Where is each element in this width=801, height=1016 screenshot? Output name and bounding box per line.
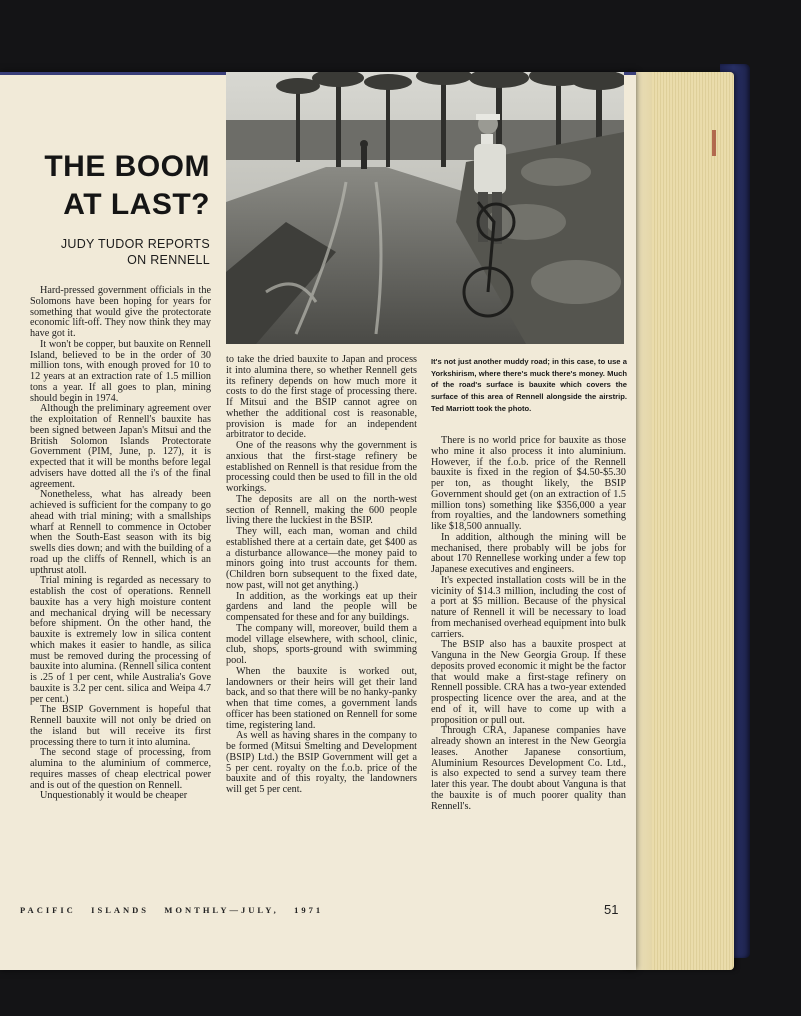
paragraph: The company will, moreover, build them a model village elsewhere, with school, clinic, club, shops, sports-ground with swimming pool.: [226, 622, 417, 666]
byline-line-1: JUDY TUDOR REPORTS: [60, 237, 210, 251]
magazine-page: [0, 72, 636, 970]
paragraph: They will, each man, woman and child established there at a certain date, get $400 as a disturbance allowance—the money paid to minors going into trust accounts for them. (Children born subsequent to the fixed date, now past, will not get anything.): [226, 526, 417, 591]
paragraph: It's expected installation costs will be in the vicinity of $14.3 million, including the cost of a port at $5 million. Because of the physical nature of Rennell it will be necessary to load from mechanised overhead equipment into bulk carriers.: [431, 574, 626, 640]
article-column-3: [431, 436, 626, 812]
paragraph: Hard-pressed government officials in the Solomons have been hoping for years for something that would give the protectorate economic lift-off. They now think they may have got it.: [30, 285, 211, 339]
title-line-1: THE BOOM: [44, 150, 210, 183]
article-column-1: [30, 286, 211, 802]
byline-line-2: ON RENNELL: [127, 253, 210, 267]
paragraph: The deposits are all on the north-west section of Rennell, making the 600 people living there the luckiest in the BSIP.: [226, 493, 417, 527]
paragraph: Unquestionably it would be cheaper: [40, 790, 188, 802]
paragraph: The BSIP also has a bauxite prospect at Vanguna in the New Georgia Group. If these deposits proved economic it might be the factor that would make a first-stage refinery on Rennell possible. CRA has a two-year extended prospecting licence over the area, and at the end of it, will have to come up with a proposition or pull out.: [431, 639, 626, 726]
paragraph: The second stage of processing, from alumina to the aluminium of commerce, requires masses of cheap electrical power and is out of the question on Rennell.: [30, 747, 211, 791]
paragraph: One of the reasons why the government is anxious that the first-stage refinery be established on Rennell is that residue from the processing could then be used to fill in the old workings.: [226, 440, 417, 494]
page-stack-edge: [622, 72, 734, 970]
bookmark-marker: [712, 130, 716, 156]
photo-caption: It's not just another muddy road; in this case, to use a Yorkshirism, where there's muck there's money. Much of the road's surface is bauxite which covers the surface of this area of Rennell alongside the airstrip. Ted Marriott took the photo.: [431, 357, 627, 413]
paragraph: There is no world price for bauxite as those who mine it also process it into aluminium. However, if the f.o.b. price of the Rennell bauxite is fixed in the region of $4.50-$5.30 per ton, as thought likely, the BSIP Government should get (on an extraction of 1.5 million tons) something like $356,000 a year from royalties, and the landowners something like $18,500 annually.: [431, 435, 626, 532]
article-column-2: [226, 355, 417, 796]
paragraph: Through CRA, Japanese companies have already shown an interest in the New Georgia leases. Another Japanese consortium, Aluminium Resources Development Co. Ltd., is also expected to send a survey team there later this year. The doubt about Vanguna is that the bauxite is of much poorer quality than Rennell's.: [431, 725, 626, 812]
photo-muddy-road-cyclist: [226, 72, 624, 344]
paragraph: Although the preliminary agreement over the exploitation of Rennell's bauxite has been signed between Japan's Mitsui and the British Solomon Islands Protectorate Government (PIM, June, p. 127), it is expected that it will be months before legal advisers have dotted all the i's of the final agreement.: [30, 403, 211, 490]
paragraph: The BSIP Government is hopeful that Rennell bauxite will not only be dried on the island but will receive its first processing there to turn it into alumina.: [30, 704, 211, 748]
page-number: 51: [604, 902, 619, 917]
paragraph: to take the dried bauxite to Japan and process it into alumina there, so whether Rennell gets its refinery depends on how much more it costs to do the first stage of processing there. If Mitsui and the BSIP cannot agree on whether the additional cost is reasonable, provision is made for an independent arbitrator to decide.: [226, 354, 417, 441]
paragraph: When the bauxite is worked out, landowners or their heirs will get their land back, and so that there will be no hanky-panky when that time comes, a government lands officer has been stationed on Rennell for some time, registering land.: [226, 665, 417, 731]
paragraph: In addition, although the mining will be mechanised, there probably will be jobs for about 170 Rennellese working under a few top Japanese executives and engineers.: [431, 531, 626, 575]
title-line-2: AT LAST?: [63, 188, 210, 221]
paragraph: Trial mining is regarded as necessary to establish the cost of operations. Rennell bauxite has a very high moisture content and mechanical drying will be necessary before shipment. On the other hand, the bauxite is extremely low in silica content which makes it easier to handle, as silica must be removed during the processing of bauxite into alumina. (Rennell silica content is .25 of 1 per cent, while Australia's Gove bauxite is 3.2 per cent. silica and Weipa 4.7 per cent.): [30, 575, 211, 705]
paragraph: In addition, as the workings eat up their gardens and land the people will be compensated for these and for any buildings.: [226, 590, 417, 623]
paragraph: Nonetheless, what has already been achieved is sufficient for the company to go ahead with trial mining; with a smallships wharf at Rennell to commence in October when the South-East season with its big swells dies down; and with the building of a road up the cliffs of Rennell, which is an upthrust atoll.: [30, 489, 211, 576]
page-footer-masthead: PACIFIC ISLANDS MONTHLY—JULY, 1971: [20, 905, 324, 915]
article-title: [40, 148, 210, 224]
article-byline: [40, 236, 210, 268]
paragraph: It won't be copper, but bauxite on Rennell Island, believed to be in the order of 30 million tons, with enough proved for 10 to 12 years at an extraction rate of 1.5 million tons a year. If all goes to plan, mining should begin in 1974.: [30, 338, 211, 404]
paragraph: As well as having shares in the company to be formed (Mitsui Smelting and Development (BSIP) Ltd.) the BSIP Government will get a 5 per cent. royalty on the f.o.b. price of the bauxite and of this royalty, the landowners will get 5 per cent.: [226, 730, 417, 795]
